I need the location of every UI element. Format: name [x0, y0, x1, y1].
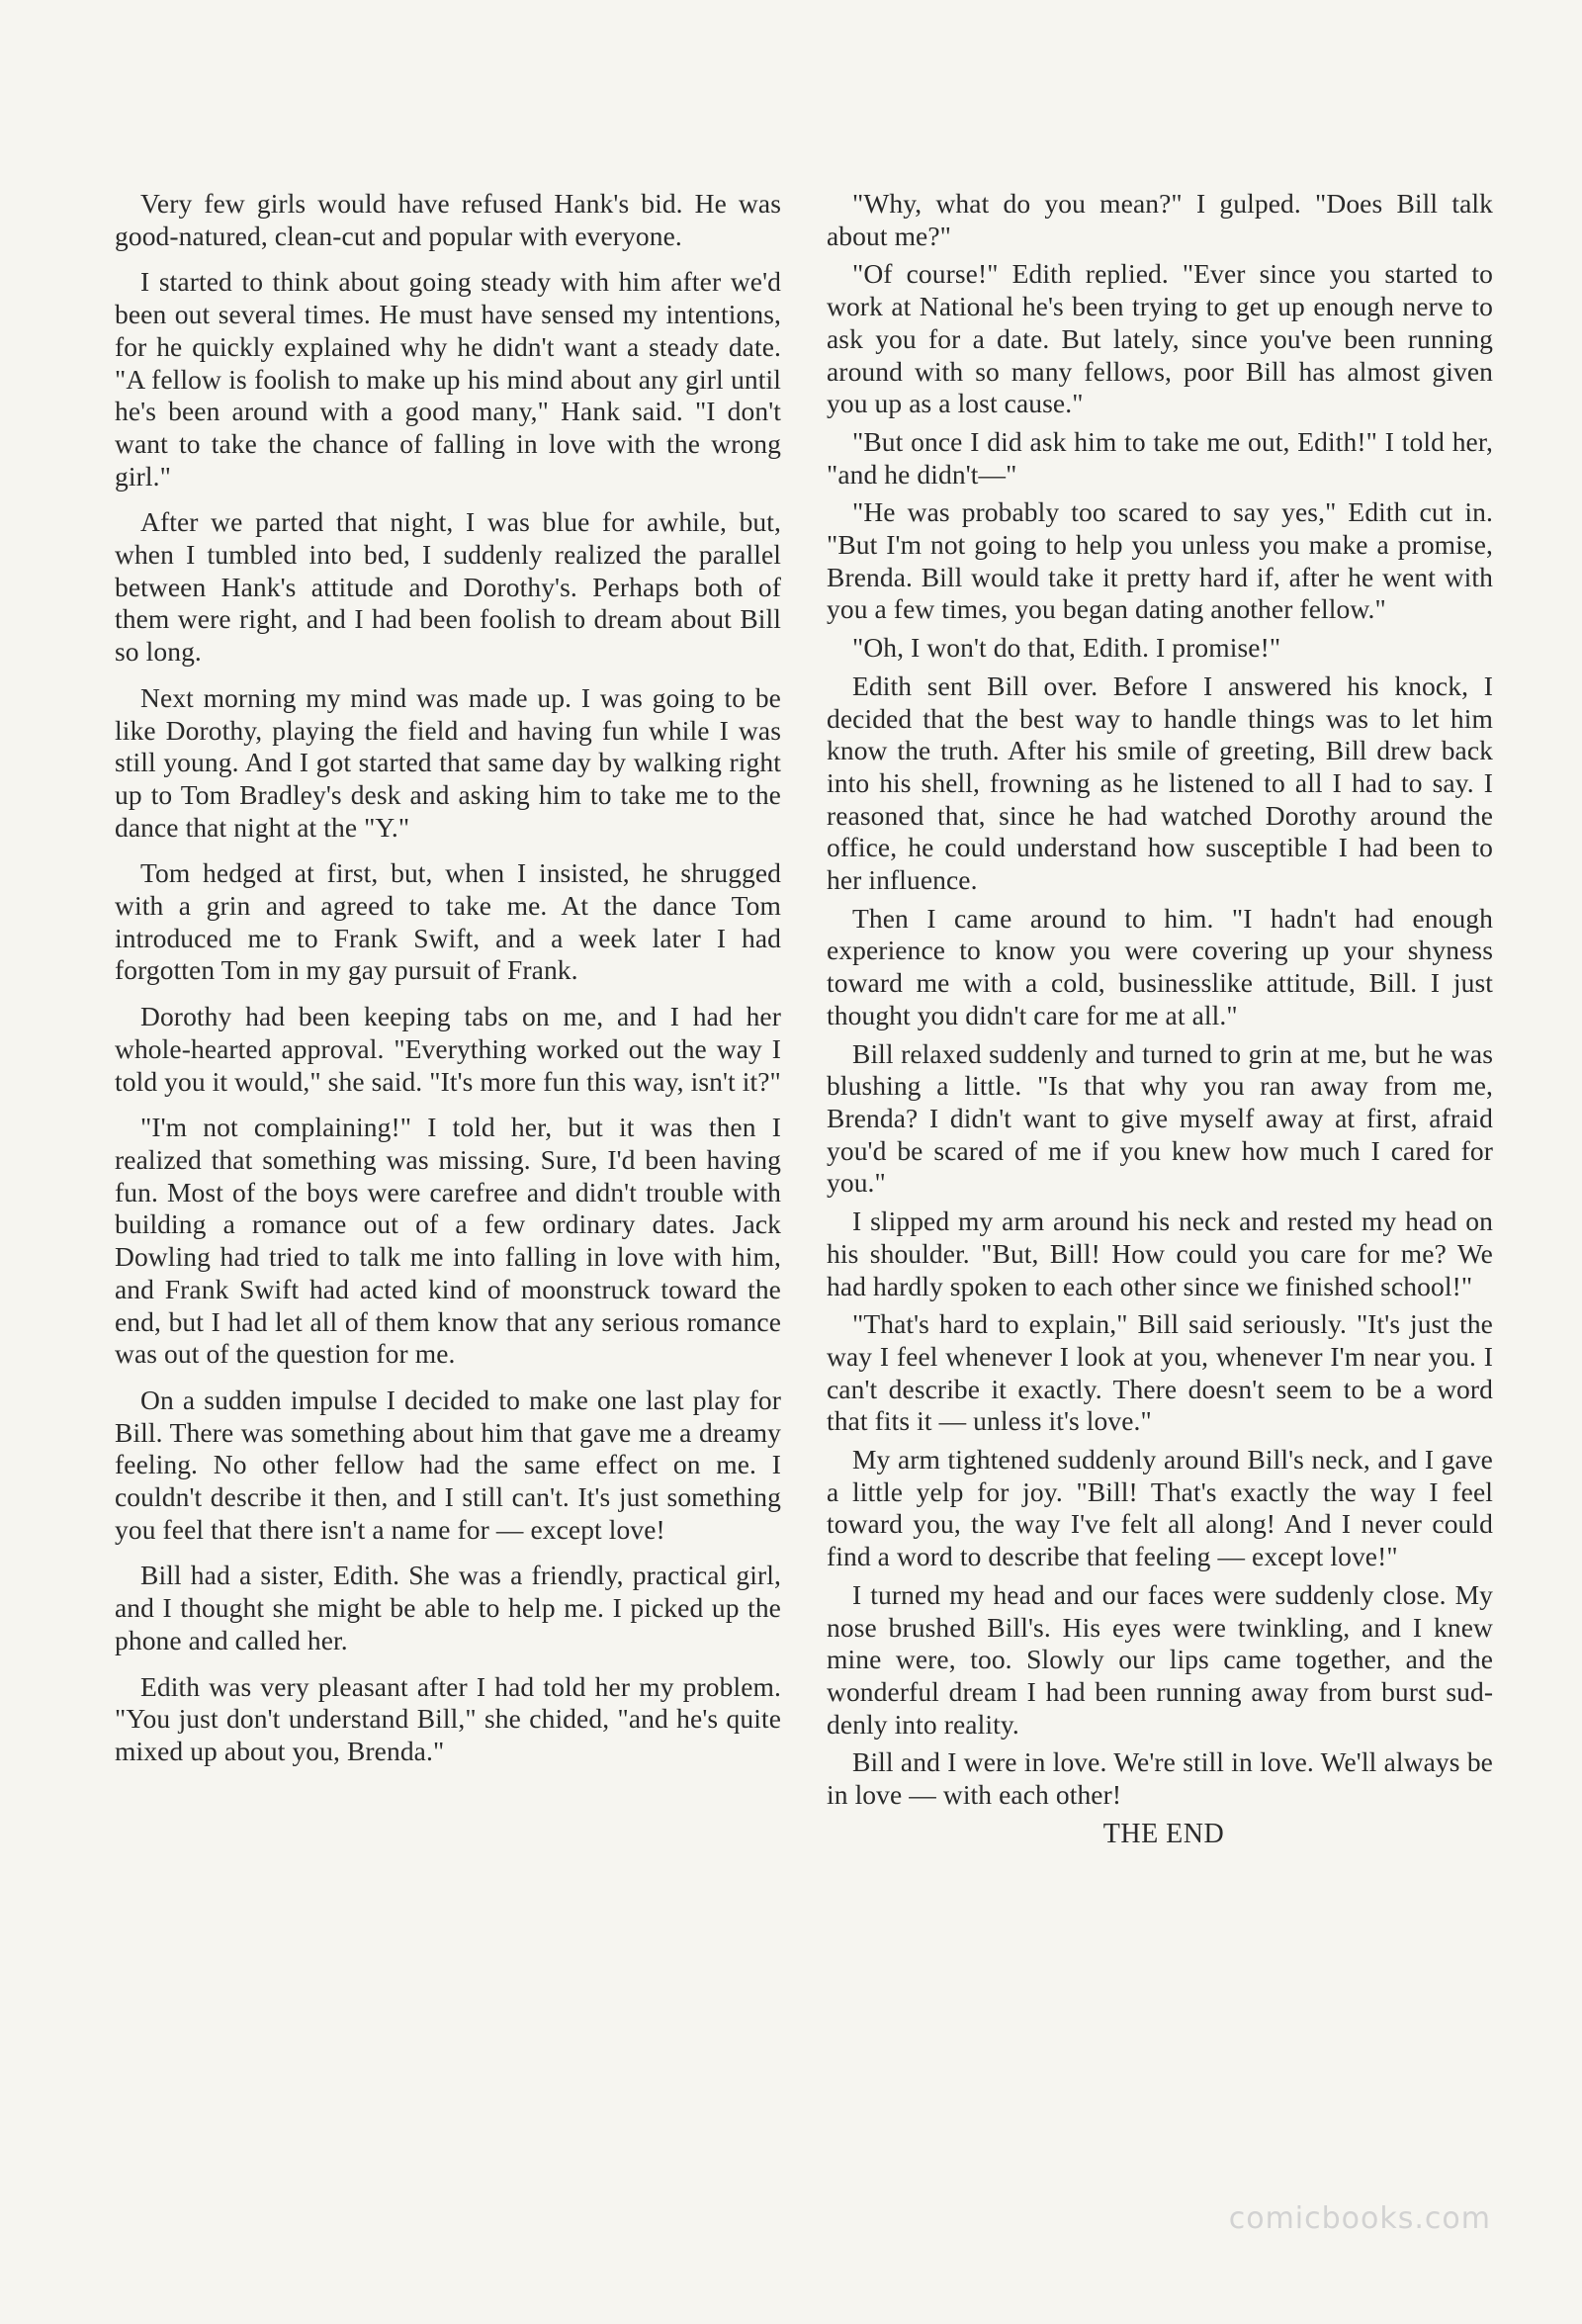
story-paragraph: "Of course!" Edith replied. "Ever since you started to work at National he's been trying to get up enough nerve to ask you for a date. But lately, since you've been running around with so many fellows, poor Bill has almost given you up as a lost cause." — [827, 258, 1493, 419]
the-end-marker: THE END — [1102, 1818, 1225, 1849]
story-paragraph: "I'm not complaining!" I told her, but it was then I realized that something was missing. Sure, I'd been having fun. Most of the boys were carefree and didn't trouble with building a romance out of a few ordinary dates. Jack Dowling had tried to talk me into falling in love with him, and Frank Swift had acted kind of moonstruck toward the end, but I had let all of them know that any serious romance was out of the question for me. — [115, 1112, 781, 1370]
story-paragraph: Bill had a sister, Edith. She was a friendly, practical girl, and I thought she might be able to help me. I picked up the phone and called her. — [115, 1560, 781, 1655]
story-paragraph: My arm tightened suddenly around Bill's neck, and I gave a little yelp for joy. "Bill! That's exactly the way I feel toward you, the way I've felt all along! And I never could find a word to describe that feeling — except love!" — [827, 1444, 1493, 1572]
story-paragraph: "But once I did ask him to take me out, Edith!" I told her, "and he didn't—" — [827, 425, 1493, 490]
story-paragraph: I turned my head and our faces were suddenly close. My nose brushed Bill's. His eyes were twinkling, and I knew mine were, too. Slowly our lips came together, and the wonderful dream I had been running away from burst suddenly into reality. — [827, 1578, 1493, 1740]
right-text-column — [827, 188, 1493, 1851]
story-paragraph: Next morning my mind was made up. I was going to be like Dorothy, playing the field and having fun while I was still young. And I got started that same day by walking right up to Tom Bradley's desk and asking him to take me to the dance that night at the "Y." — [115, 681, 781, 843]
story-paragraph: Bill and I were in love. We're still in love. We'll always be in love — with each other! — [827, 1746, 1493, 1811]
story-paragraph: On a sudden impulse I decided to make one last play for Bill. There was something about him that gave me a dreamy feeling. No other fellow had the same effect on me. I couldn't describe it then, and I still can't. It's just something you feel that there isn't a name for — except love! — [115, 1384, 781, 1545]
story-paragraph: Edith sent Bill over. Before I answered his knock, I decided that the best way to handle things was to let him know the truth. After his smile of greeting, Bill drew back into his shell, frowning as he listened to all I had to say. I reasoned that, since he had watched Dorothy around the office, he could understand how susceptible I had been to her influence. — [827, 670, 1493, 896]
site-watermark: comicbooks.com — [1228, 2201, 1491, 2236]
story-paragraph: "Oh, I won't do that, Edith. I promise!" — [852, 632, 1281, 664]
story-paragraph: Dorothy had been keeping tabs on me, and I had her whole-hearted approval. "Everything worked out the way I told you it would," she said. "It's more fun this way, isn't it?" — [115, 1001, 781, 1097]
story-paragraph: I slipped my arm around his neck and rested my head on his shoulder. "But, Bill! How could you care for me? We had hardly spoken to each other since we finished school!" — [827, 1206, 1493, 1301]
story-paragraph: After we parted that night, I was blue for awhile, but, when I tumbled into bed, I suddenly realized the parallel between Hank's attitude and Dorothy's. Perhaps both of them were right, and I had been foolish to dream about Bill so long. — [115, 506, 781, 668]
story-paragraph: "That's hard to explain," Bill said seriously. "It's just the way I feel whenever I look at you, whenever I'm near you. I can't describe it exactly. There doesn't seem to be a word that fits it — unless it's love." — [827, 1308, 1493, 1437]
story-paragraph: Then I came around to him. "I hadn't had enough experience to know you were covering up your shyness toward me with a cold, businesslike attitude, Bill. I just thought you didn't care for me at all." — [827, 902, 1493, 1030]
story-paragraph: I started to think about going steady with him after we'd been out several times. He must have sensed my intentions, for he quickly explained why he didn't want a steady date. "A fellow is foolish to make up his mind about any girl until he's been around with a good many," Hank said. "I don't want to take the chance of falling in love with the wrong girl." — [115, 266, 781, 492]
story-paragraph: "Why, what do you mean?" I gulped. "Does Bill talk about me?" — [827, 188, 1493, 251]
story-paragraph: Very few girls would have refused Hank's bid. He was good-natured, clean-cut and popular with everyone. — [115, 188, 781, 251]
story-paragraph: "He was probably too scared to say yes," Edith cut in. "But I'm not going to help you unless you make a promise, Brenda. Bill would take it pretty hard if, after he went with you a few times, you began dating another fellow." — [827, 496, 1493, 625]
story-paragraph: Tom hedged at first, but, when I insisted, he shrugged with a grin and agreed to take me. At the dance Tom introduced me to Frank Swift, and a week later I had forgotten Tom in my gay pursuit of Frank. — [115, 857, 781, 986]
story-paragraph: Edith was very pleasant after I had told her my problem. "You just don't understand Bill," she chided, "and he's quite mixed up about you, Brenda." — [115, 1670, 781, 1766]
left-text-column — [115, 188, 781, 1782]
story-paragraph: Bill relaxed suddenly and turned to grin at me, but he was blushing a little. "Is that why you ran away from me, Brenda? I didn't want to give myself away at first, afraid you'd be scared of me if you knew how much I cared for you." — [827, 1037, 1493, 1199]
